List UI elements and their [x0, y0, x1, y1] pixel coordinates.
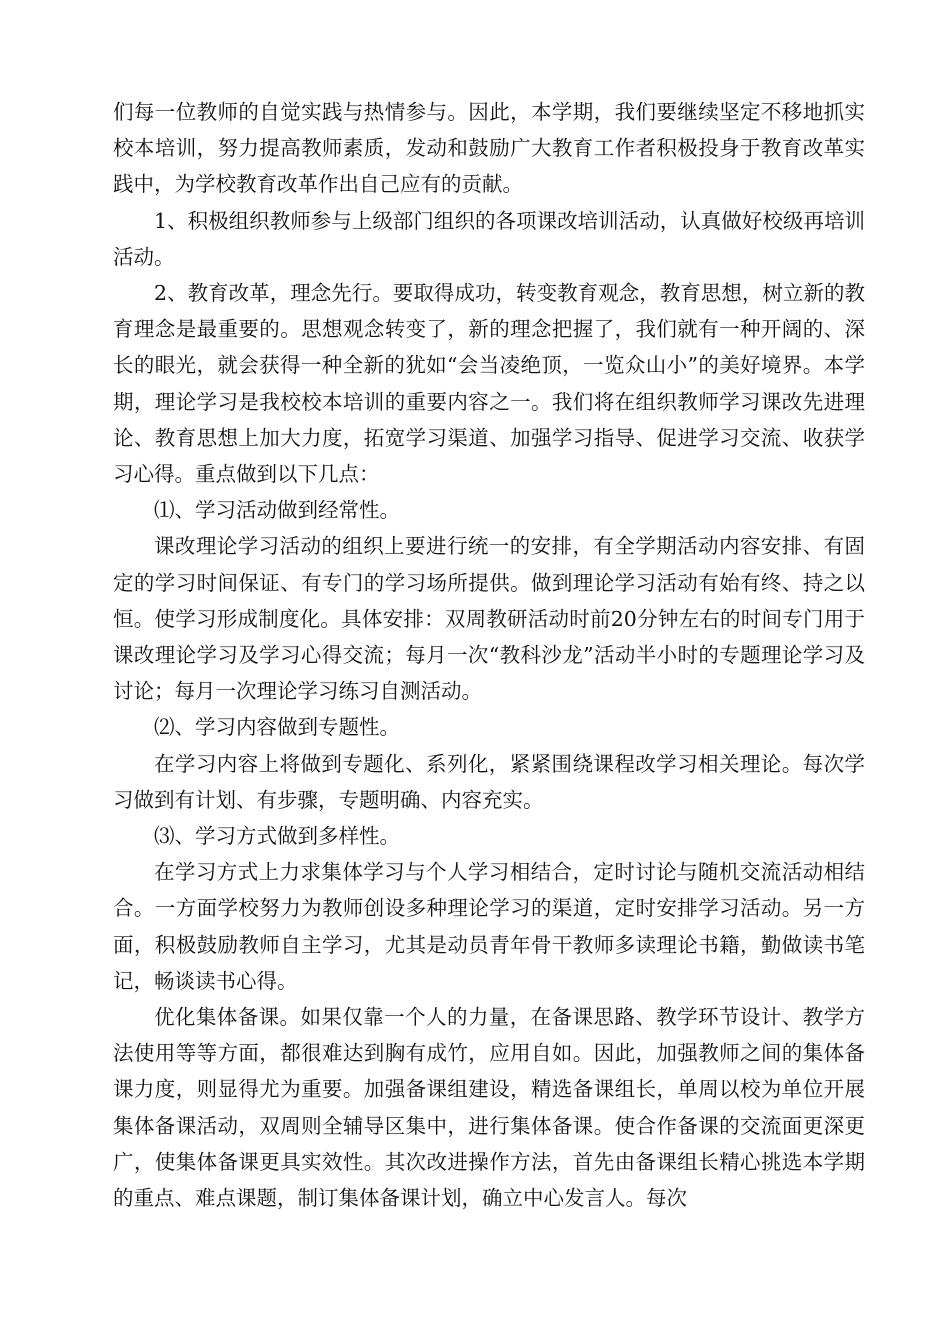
paragraph: ⑴、学习活动做到经常性。: [154, 498, 400, 523]
paragraph: 课改理论学习活动的组织上要进行统一的安排，有全学期活动内容安排、有固定的学习时间保证、有专门的学习场所提供。做到理论学习活动有始有终、持之以恒。使学习形成制度化。具体安排：双周教研活动时前20分钟左右的时间专门用于课改理论学习及学习心得交流；每月一次“教科沙龙”活动半小时的专题理论学习及讨论；每月一次理论学习练习自测活动。: [113, 534, 865, 704]
paragraph: ⑶、学习方式做到多样性。: [154, 824, 400, 849]
paragraph: 在学习方式上力求集体学习与个人学习相结合，定时讨论与随机交流活动相结合。一方面学校努力为教师创设多种理论学习的渠道，定时安排学习活动。另一方面，积极鼓励教师自主学习，尤其是动员青年骨干教师多读理论书籍，勤做读书笔记，畅谈读书心得。: [113, 860, 865, 993]
document-body: [113, 94, 865, 1216]
paragraph: ⑵、学习内容做到专题性。: [154, 715, 400, 740]
paragraph: 在学习内容上将做到专题化、系列化，紧紧围绕课程改学习相关理论。每次学习做到有计划、有步骤，专题明确、内容充实。: [113, 751, 865, 812]
paragraph: 们每一位教师的自觉实践与热情参与。因此，本学期，我们要继续坚定不移地抓实校本培训，努力提高教师素质，发动和鼓励广大教育工作者积极投身于教育改革实践中，为学校教育改革作出自己应有的贡献。: [113, 100, 865, 197]
paragraph: 1、积极组织教师参与上级部门组织的各项课改培训活动，认真做好校级再培训活动。: [113, 208, 865, 269]
paragraph: 优化集体备课。如果仅靠一个人的力量，在备课思路、教学环节设计、教学方法使用等等方面，都很难达到胸有成竹，应用自如。因此，加强教师之间的集体备课力度，则显得尤为重要。加强备课组建设，精选备课组长，单周以校为单位开展集体备课活动，双周则全辅导区集中，进行集体备课。使合作备课的交流面更深更广，使集体备课更具实效性。其次改进操作方法，首先由备课组长精心挑选本学期的重点、难点课题，制订集体备课计划，确立中心发言人。每次: [113, 1005, 865, 1211]
paragraph: 2、教育改革，理念先行。要取得成功，转变教育观念，教育思想，树立新的教育理念是最重要的。思想观念转变了，新的理念把握了，我们就有一种开阔的、深长的眼光，就会获得一种全新的犹如“会当凌绝顶，一览众山小”的美好境界。本学期，理论学习是我校校本培训的重要内容之一。我们将在组织教师学习课改先进理论、教育思想上加大力度，拓宽学习渠道、加强学习指导、促进学习交流、收获学习心得。重点做到以下几点：: [113, 281, 865, 487]
